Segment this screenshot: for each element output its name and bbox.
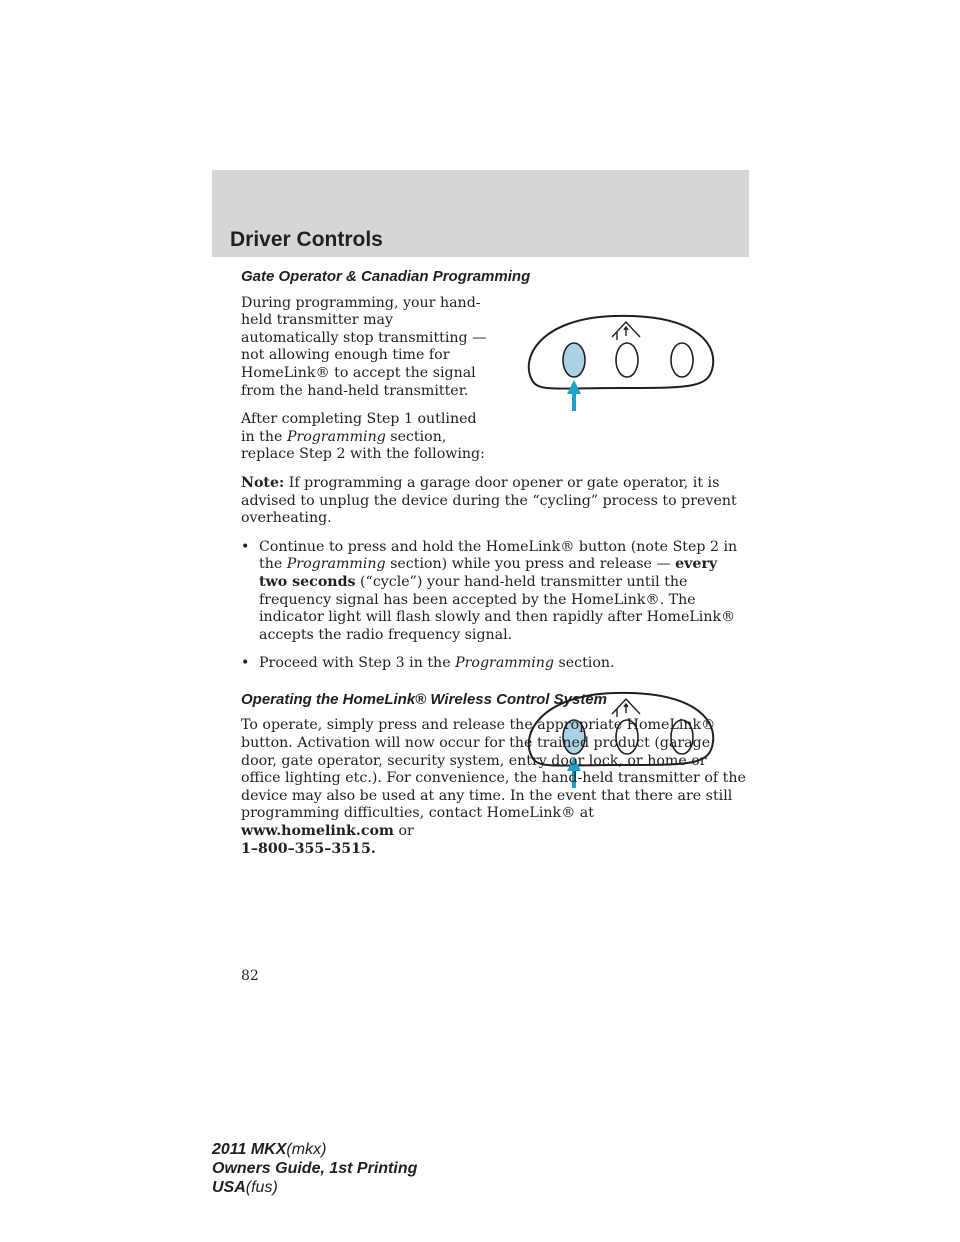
operating-heading: Operating the HomeLink® Wireless Control System — [241, 690, 607, 708]
bullet-symbol: • — [241, 655, 250, 672]
page-number: 82 — [241, 968, 259, 984]
operating-text: To operate, simply press and release the appropriate HomeLink® button. Activation will now occur for the trained product (garage door, gate operator, security system, entry door lock, or home or office lighting etc.). For convenience, the hand-held transmitter of the device may also be used at any time. In the event that there are still programming difficulties, contact HomeLink® at — [241, 717, 746, 822]
section-title: Driver Controls — [230, 228, 383, 251]
print-footer: 2011 MKX(mkx) Owners Guide, 1st Printing USA(fus) — [212, 1141, 418, 1196]
bullet-continue-press: • Continue to press and hold the HomeLink® button (note Step 2 in the Programming section) while you press and release — every two seconds (“cycle”) your hand-held transmitter until the frequency signal has been accepted by the HomeLink®. The indicator light will flash slowly and then rapidly after HomeLink® accepts the radio frequency signal. — [241, 538, 738, 643]
gate-paragraph-2: After completing Step 1 outlined in the Programming section, replace Step 2 with the following: — [241, 411, 485, 463]
homelink-url: www.homelink.com — [241, 823, 394, 840]
bullet-symbol: • — [241, 538, 250, 555]
operating-paragraph: To operate, simply press and release the appropriate HomeLink® button. Activation will now occur for the trained product (garage door, gate operator, security system, entry door lock, or home or office lighting etc.). For convenience, the hand-held transmitter of the device may also be used at any time. In the event that there are still programming difficulties, contact HomeLink® at www.homelink.com or 1–800–355–3515. — [241, 717, 746, 857]
note-label: Note: — [241, 474, 285, 491]
page-content — [241, 268, 749, 869]
note-paragraph: Note: If programming a garage door opener or gate operator, it is advised to unplug the device during the “cycling” process to prevent overheating. — [241, 474, 737, 527]
bullet-proceed-step-3: • Proceed with Step 3 in the Programming section. — [241, 655, 615, 672]
gate-programming-heading: Gate Operator & Canadian Programming — [241, 268, 531, 285]
homelink-phone: 1–800–355–3515. — [241, 840, 376, 857]
gate-paragraph-1: During programming, your hand-held transmitter may automatically stop transmitting — not allowing enough time for HomeLink® to accept the signal from the hand-held transmitter. — [241, 294, 487, 399]
